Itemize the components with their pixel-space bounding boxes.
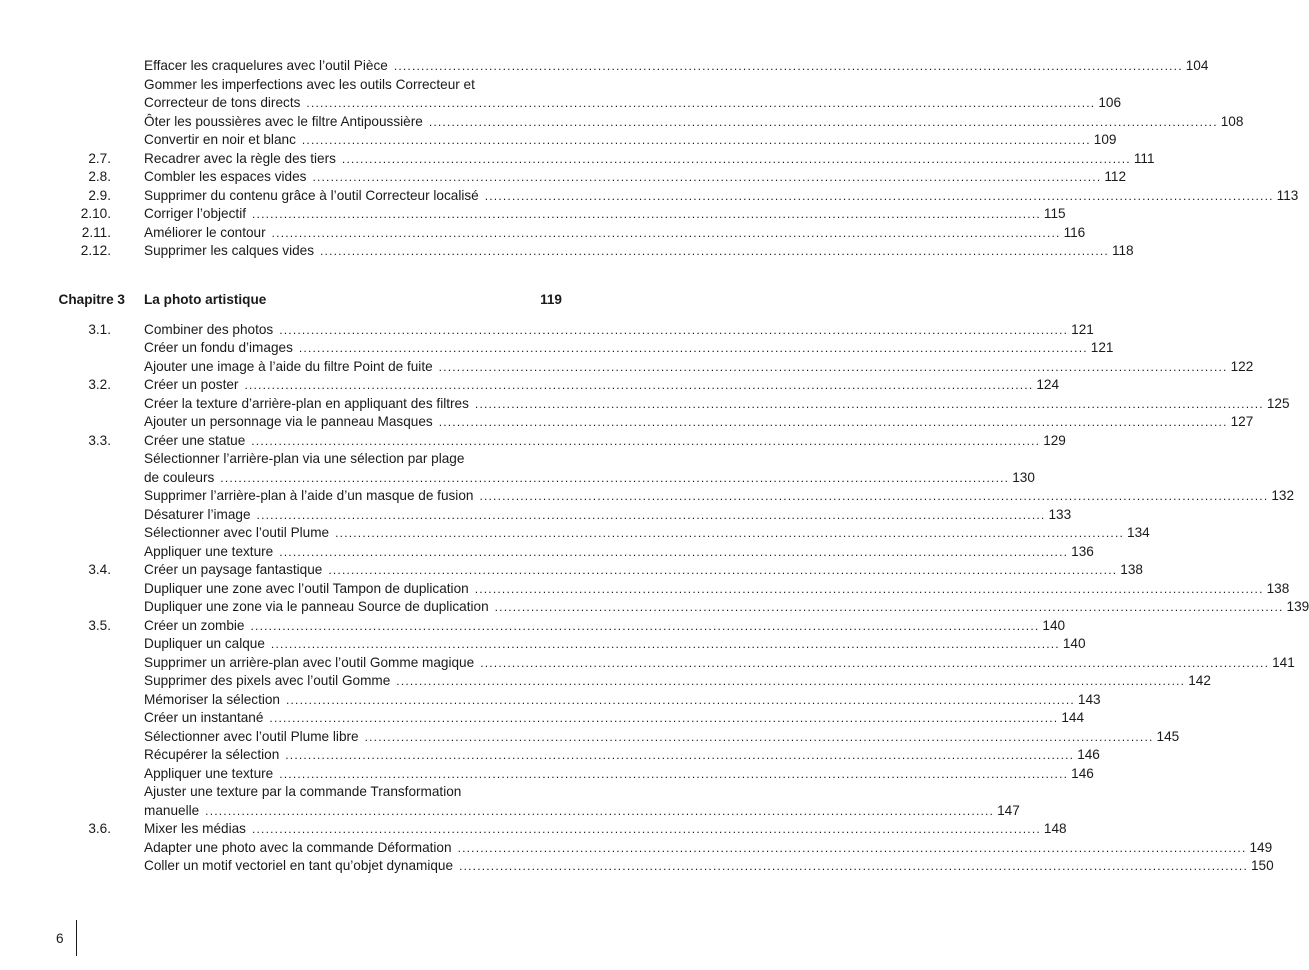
- toc-row: [0, 654, 1295, 672]
- toc-entry: [144, 205, 1066, 223]
- entry-title: Corriger l’objectif: [144, 206, 246, 221]
- toc-entry: [144, 765, 1094, 783]
- section-number: 3.4.: [88, 562, 111, 577]
- dot-leader: ..............................................................................................................................................................................: [438, 415, 1228, 429]
- dot-leader: ..............................................................................................................................................................................: [328, 563, 1118, 577]
- toc-entry: [144, 487, 1295, 505]
- toc-row: [0, 321, 1094, 339]
- entry-title: Supprimer des pixels avec l’outil Gomme: [144, 673, 391, 688]
- toc-entry: [144, 654, 1295, 672]
- toc-row: [0, 820, 1067, 838]
- entry-title: Appliquer une texture: [144, 543, 274, 559]
- page-ref: 146: [1077, 747, 1100, 762]
- dot-leader: ..............................................................................................................................................................................: [271, 225, 1061, 240]
- entry-title: Mémoriser la sélection: [144, 691, 280, 707]
- entry-title: Ajouter un personnage via le panneau Masques: [144, 414, 433, 429]
- dot-leader: ..............................................................................................................................................................................: [251, 822, 1041, 836]
- page-number: 6: [56, 931, 64, 946]
- toc-entry: [144, 598, 1309, 616]
- toc-row: [0, 617, 1066, 635]
- entry-title: Créer un fondu d’images: [144, 340, 293, 355]
- dot-leader: ..............................................................................................................................................................................: [279, 766, 1069, 781]
- entry-title: Coller un motif vectoriel en tant qu’objet dynamique: [144, 858, 454, 873]
- toc-row: [0, 765, 1094, 783]
- section-number: 2.8.: [88, 169, 111, 184]
- toc-entry: [144, 839, 1273, 857]
- page-ref: 124: [1036, 377, 1060, 392]
- dot-leader: ..............................................................................................................................................................................: [251, 433, 1041, 448]
- entry-title: Récupérer la sélection: [144, 747, 280, 762]
- toc-entry: [144, 432, 1066, 450]
- toc-entry: [144, 339, 1114, 357]
- page-ref: 121: [1071, 321, 1094, 337]
- toc-row: [0, 709, 1085, 727]
- toc-row: [0, 524, 1150, 542]
- toc-row: [0, 432, 1066, 450]
- toc-entry: [144, 691, 1101, 709]
- dot-leader: ..............................................................................................................................................................................: [270, 637, 1060, 651]
- dot-leader: ..............................................................................................................................................................................: [341, 151, 1131, 166]
- section-number: 3.2.: [88, 377, 111, 392]
- toc-entry: [144, 450, 562, 468]
- toc-entry: [144, 57, 1209, 75]
- toc-row: [0, 57, 1209, 75]
- toc-entry: [144, 580, 1290, 598]
- toc-entry: [144, 168, 1127, 186]
- entry-title: Combiner des photos: [144, 321, 274, 337]
- page-ref: 141: [1272, 654, 1295, 670]
- page-ref: 106: [1098, 95, 1122, 110]
- toc-row: [0, 802, 1020, 820]
- entry-title: Gommer les imperfections avec les outils Correcteur et: [144, 76, 475, 92]
- dot-leader: ..............................................................................................................................................................................: [279, 544, 1069, 559]
- entry-title: Sélectionner avec l’outil Plume: [144, 525, 330, 540]
- toc-row: [0, 561, 1143, 579]
- toc-row: [0, 487, 1295, 505]
- toc-entry: [144, 617, 1066, 635]
- chapter-title: La photo artistique: [144, 291, 267, 307]
- dot-leader: ..............................................................................................................................................................................: [474, 581, 1264, 596]
- page-ref: 116: [1063, 224, 1086, 240]
- entry-title: Appliquer une texture: [144, 765, 274, 781]
- toc-entry: [144, 413, 1254, 431]
- toc-row: [0, 242, 1134, 260]
- section-number: 3.3.: [88, 432, 111, 448]
- toc-entry: [144, 376, 1060, 394]
- page-ref: 133: [1048, 506, 1072, 522]
- page-ref: 143: [1077, 691, 1101, 707]
- page-ref: 147: [997, 802, 1020, 818]
- dot-leader: ..............................................................................................................................................................................: [252, 207, 1041, 221]
- toc-chapter-row: [0, 291, 638, 309]
- page-ref: 140: [1042, 617, 1066, 633]
- page-ref: 138: [1120, 562, 1143, 577]
- toc-row: [0, 672, 1211, 690]
- toc-entry: [144, 524, 1150, 542]
- dot-leader: ..............................................................................................................................................................................: [205, 803, 995, 818]
- page-ref: 108: [1220, 113, 1244, 129]
- entry-title: Effacer les craquelures avec l’outil Pièce: [144, 58, 388, 73]
- page-ref: 127: [1230, 414, 1254, 429]
- dot-leader: ..............................................................................................................................................................................: [279, 322, 1069, 337]
- page-ref: 132: [1271, 488, 1295, 503]
- toc-entry: [144, 242, 1134, 260]
- toc-row: [0, 224, 1086, 242]
- dot-leader: ..............................................................................................................................................................................: [396, 674, 1186, 688]
- toc-entry: [144, 321, 1094, 339]
- toc-entry: [144, 113, 1244, 131]
- toc-row: [0, 150, 1155, 168]
- section-number: 2.9.: [88, 187, 111, 203]
- entry-title: Mixer les médias: [144, 821, 246, 836]
- toc-entry: [144, 728, 1180, 746]
- entry-title: Créer un instantané: [144, 710, 264, 725]
- page-ref: 125: [1266, 395, 1290, 411]
- entry-title: Combler les espaces vides: [144, 169, 307, 184]
- page-ref: 140: [1062, 636, 1086, 651]
- page-ref: 119: [540, 291, 562, 307]
- page-ref: 145: [1156, 728, 1180, 744]
- page-number-rule: [76, 920, 77, 956]
- dot-leader: ..............................................................................................................................................................................: [474, 396, 1264, 411]
- dot-leader: ..............................................................................................................................................................................: [285, 692, 1075, 707]
- entry-title: Créer un paysage fantastique: [144, 562, 323, 577]
- toc-row: [0, 413, 1254, 431]
- entry-title: manuelle: [144, 802, 200, 818]
- dot-leader: ..............................................................................................................................................................................: [484, 188, 1274, 203]
- entry-title: Dupliquer un calque: [144, 636, 265, 651]
- entry-title: Supprimer les calques vides: [144, 243, 315, 258]
- entry-title: Créer un poster: [144, 377, 239, 392]
- dot-leader: ..............................................................................................................................................................................: [298, 341, 1088, 355]
- toc-entry: [144, 358, 1254, 376]
- toc-entry: [144, 506, 1072, 524]
- chapter-label: Chapitre 3: [58, 291, 125, 307]
- dot-leader: ..............................................................................................................................................................................: [479, 489, 1269, 503]
- toc-row: [0, 113, 1244, 131]
- dot-leader: ..............................................................................................................................................................................: [494, 600, 1284, 614]
- dot-leader: ..............................................................................................................................................................................: [269, 711, 1059, 725]
- section-number: 2.10.: [80, 206, 111, 221]
- entry-title: Correcteur de tons directs: [144, 95, 301, 110]
- page-ref: 130: [1012, 469, 1035, 485]
- dot-leader: ..............................................................................................................................................................................: [320, 244, 1109, 258]
- entry-title: Recadrer avec la règle des tiers: [144, 150, 336, 166]
- dot-leader: ..............................................................................................................................................................................: [256, 507, 1046, 522]
- toc-row: [0, 358, 1254, 376]
- toc-entry: [144, 857, 1274, 875]
- entry-title: Ajuster une texture par la commande Transformation: [144, 784, 462, 799]
- entry-title: Créer la texture d’arrière-plan en appliquant des filtres: [144, 395, 469, 411]
- dot-leader: ..............................................................................................................................................................................: [480, 655, 1270, 670]
- toc-entry: [144, 94, 1122, 112]
- toc-row: [0, 205, 1066, 223]
- entry-title: Créer une statue: [144, 432, 246, 448]
- entry-title: Supprimer du contenu grâce à l’outil Correcteur localisé: [144, 187, 479, 203]
- toc-row: [0, 691, 1101, 709]
- entry-title: Améliorer le contour: [144, 224, 266, 240]
- dot-leader: ..............................................................................................................................................................................: [220, 470, 1010, 485]
- page-ref: 148: [1043, 821, 1067, 836]
- entry-title: Désaturer l’image: [144, 506, 251, 522]
- toc-row: [0, 339, 1114, 357]
- page-ref: 134: [1127, 525, 1150, 540]
- page-ref: 118: [1111, 243, 1134, 258]
- dot-leader: ..............................................................................................................................................................................: [312, 170, 1102, 184]
- toc-row: [0, 395, 1290, 413]
- page-ref: 109: [1093, 132, 1117, 147]
- entry-title: Dupliquer une zone via le panneau Source de duplication: [144, 599, 489, 614]
- entry-title: Supprimer l’arrière-plan à l’aide d’un masque de fusion: [144, 488, 474, 503]
- toc-entry: [144, 802, 1020, 820]
- toc-entry: [144, 746, 1100, 764]
- section-number: 2.7.: [88, 150, 111, 166]
- dot-leader: ..............................................................................................................................................................................: [457, 840, 1247, 855]
- page-ref: 111: [1133, 150, 1155, 166]
- entry-title: Ajouter une image à l’aide du filtre Point de fuite: [144, 358, 433, 374]
- entry-title: Sélectionner avec l’outil Plume libre: [144, 728, 359, 744]
- toc-row: [0, 94, 1122, 112]
- toc-entry: [144, 672, 1211, 690]
- entry-title: Créer un zombie: [144, 617, 245, 633]
- section-number: 2.12.: [80, 243, 111, 258]
- section-number: 3.6.: [88, 821, 111, 836]
- toc-entry: [144, 76, 562, 94]
- entry-title: de couleurs: [144, 469, 215, 485]
- dot-leader: ..............................................................................................................................................................................: [301, 133, 1091, 147]
- toc-row: [0, 543, 1094, 561]
- page-ref: 149: [1249, 839, 1273, 855]
- toc-row: [0, 131, 1117, 149]
- dot-leader: ..............................................................................................................................................................................: [459, 859, 1248, 873]
- toc-entry: [144, 635, 1086, 653]
- page-ref: 150: [1250, 858, 1274, 873]
- toc-entry: [144, 224, 1086, 242]
- dot-leader: ..............................................................................................................................................................................: [244, 378, 1034, 392]
- toc-entry: [144, 150, 1155, 168]
- page-ref: 115: [1043, 206, 1066, 221]
- page-ref: 146: [1071, 765, 1094, 781]
- toc-entry: [144, 291, 562, 309]
- toc-row: [0, 746, 1100, 764]
- toc-entry: [144, 469, 1035, 487]
- dot-leader: ..............................................................................................................................................................................: [306, 96, 1096, 110]
- dot-leader: ..............................................................................................................................................................................: [364, 729, 1154, 744]
- toc-row: [0, 376, 1060, 394]
- page-ref: 138: [1266, 580, 1290, 596]
- entry-title: Ôter les poussières avec le filtre Antipoussière: [144, 113, 423, 129]
- section-number: 3.5.: [88, 617, 111, 633]
- toc-entry: [144, 395, 1290, 413]
- toc-row: [0, 469, 1035, 487]
- toc-row: [0, 580, 1290, 598]
- page-ref: 113: [1276, 187, 1299, 203]
- entry-title: Sélectionner l’arrière-plan via une sélection par plage: [144, 451, 465, 466]
- toc-entry: [144, 543, 1094, 561]
- toc-row: [0, 187, 1299, 205]
- dot-leader: ..............................................................................................................................................................................: [438, 359, 1228, 374]
- page-ref: 112: [1104, 169, 1127, 184]
- toc-row: [0, 450, 638, 468]
- toc-row: [0, 857, 1274, 875]
- entry-title: Dupliquer une zone avec l’outil Tampon de duplication: [144, 580, 469, 596]
- section-number: 2.11.: [81, 224, 111, 240]
- page-ref: 129: [1043, 432, 1066, 448]
- toc-row: [0, 839, 1273, 857]
- toc-entry: [144, 820, 1067, 838]
- dot-leader: ..............................................................................................................................................................................: [335, 526, 1125, 540]
- page-ref: 142: [1188, 673, 1211, 688]
- toc-entry: [144, 709, 1085, 727]
- page-ref: 122: [1230, 358, 1254, 374]
- toc-row: [0, 506, 1072, 524]
- toc-row: [0, 728, 1180, 746]
- entry-title: Convertir en noir et blanc: [144, 132, 296, 147]
- toc-row: [0, 76, 638, 94]
- dot-leader: ..............................................................................................................................................................................: [393, 59, 1183, 73]
- page-ref: 136: [1071, 543, 1094, 559]
- page-ref: 121: [1090, 340, 1114, 355]
- toc-entry: [144, 783, 562, 801]
- toc-entry: [144, 187, 1299, 205]
- toc-row: [0, 598, 1309, 616]
- dot-leader: ..............................................................................................................................................................................: [285, 748, 1075, 762]
- toc-entry: [144, 131, 1117, 149]
- page-ref: 139: [1286, 599, 1309, 614]
- entry-title: Adapter une photo avec la commande Déformation: [144, 839, 452, 855]
- toc-row: [0, 635, 1086, 653]
- dot-leader: ..............................................................................................................................................................................: [428, 114, 1218, 129]
- toc-row: [0, 783, 638, 801]
- toc-row: [0, 168, 1127, 186]
- page-ref: 144: [1061, 710, 1085, 725]
- toc-entry: [144, 561, 1143, 579]
- page-ref: 104: [1185, 58, 1209, 73]
- dot-leader: ..............................................................................................................................................................................: [250, 618, 1040, 633]
- entry-title: Supprimer un arrière-plan avec l’outil Gomme magique: [144, 654, 475, 670]
- section-number: 3.1.: [88, 321, 111, 337]
